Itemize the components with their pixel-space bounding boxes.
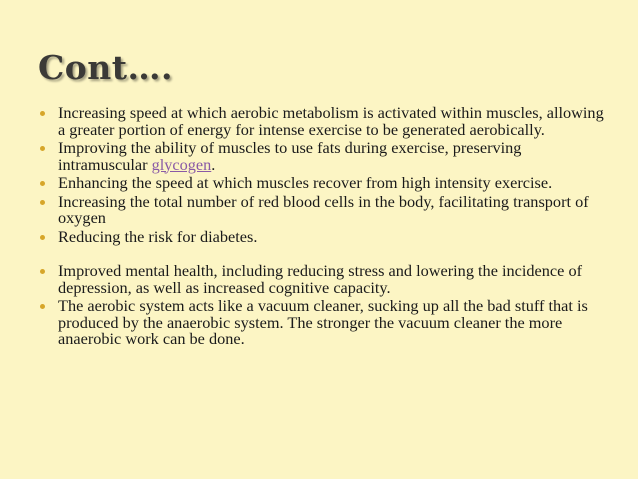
bullet-text: Improving the ability of muscles to use fats during exercise, preserving intramuscular <box>58 138 522 174</box>
bullet-item <box>40 105 610 138</box>
bullet-dot-icon <box>40 235 45 240</box>
bullet-text: Improved mental health, including reducing stress and lowering the incidence of depression, as well as increased cognitive capacity. <box>58 261 583 297</box>
bullet-text-suffix: . <box>211 154 216 174</box>
bullet-text: Increasing the total number of red blood cells in the body, facilitating transport of oxygen <box>58 191 589 227</box>
bullet-text: Enhancing the speed at which muscles recover from high intensity exercise. <box>58 173 553 192</box>
bullet-dot-icon <box>40 304 45 309</box>
bullet-dot-icon <box>40 269 45 274</box>
glycogen-link[interactable]: glycogen <box>151 154 212 174</box>
bullet-dot-icon <box>40 111 45 116</box>
bullet-text: Increasing speed at which aerobic metabolism is activated within muscles, allowing a greater portion of energy for intense exercise to be generated aerobically. <box>58 103 604 139</box>
slide-title: Cont…. <box>38 48 173 87</box>
bullet-dot-icon <box>40 181 45 186</box>
bullet-text: Reducing the risk for diabetes. <box>58 226 258 246</box>
bullet-item <box>40 263 610 296</box>
bullet-item <box>40 191 610 227</box>
bullet-list <box>40 105 610 348</box>
bullet-dot-icon <box>40 200 45 205</box>
bullet-item <box>40 140 610 173</box>
bullet-item <box>40 175 610 192</box>
bullet-item <box>40 298 610 348</box>
bullet-dot-icon <box>40 146 45 151</box>
bullet-text: The aerobic system acts like a vacuum cleaner, sucking up all the bad stuff that is produced by the anaerobic system. The stronger the vacuum cleaner the more anaerobic work can be done. <box>58 296 588 348</box>
bullet-item <box>40 226 610 246</box>
